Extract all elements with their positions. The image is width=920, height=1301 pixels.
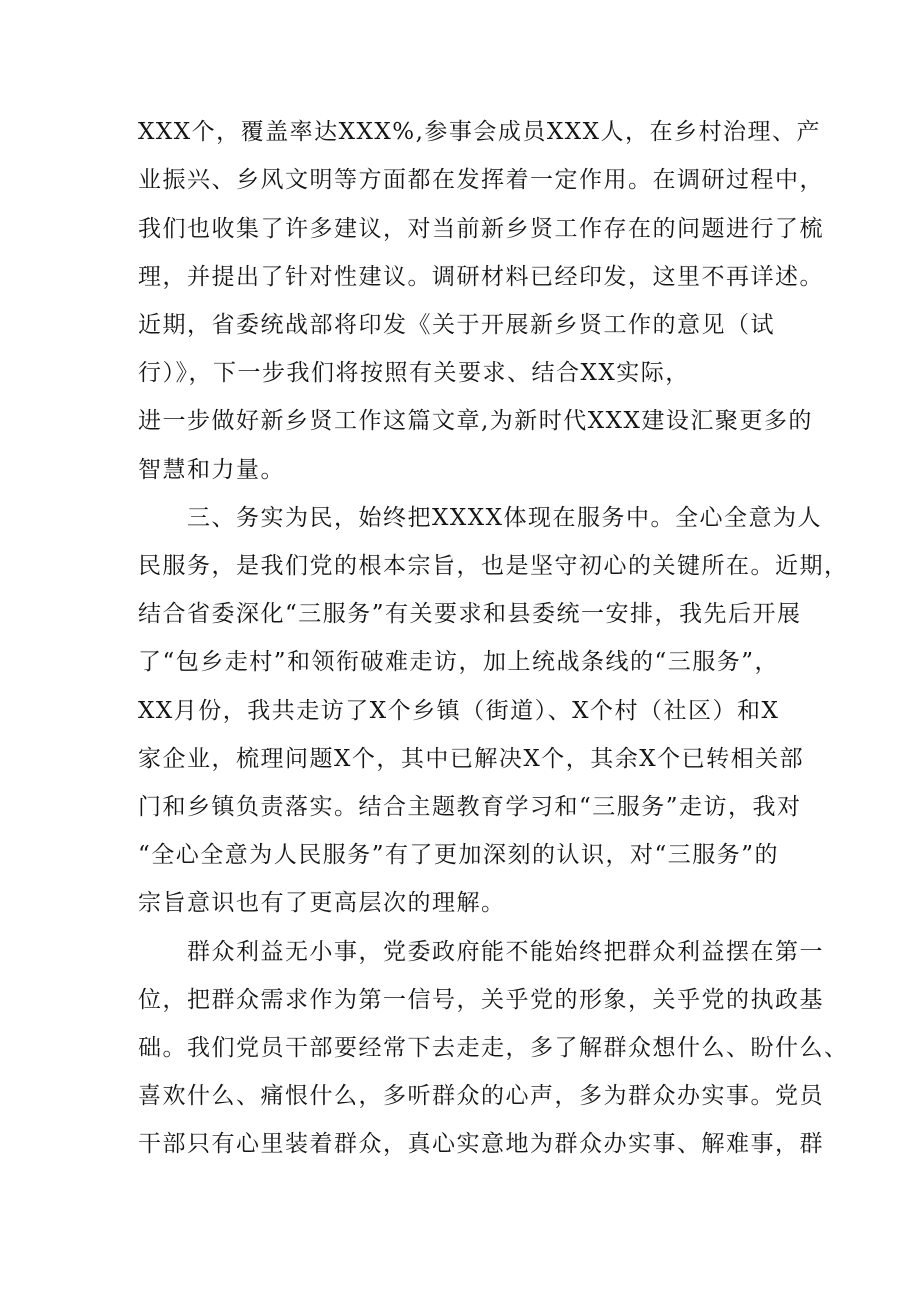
text-line: 了“包乡走村”和领衔破难走访，加上统战条线的“三服务”，: [138, 649, 780, 675]
text-line: 理，并提出了针对性建议。调研材料已经印发，这里不再详述。: [138, 264, 824, 290]
text-line: 家企业，梳理问题X个，其中已解决X个，其余X个已转相关部: [138, 746, 805, 772]
text-line: 进一步做好新乡贤工作这篇文章,为新时代XXX建设汇聚更多的: [138, 408, 813, 434]
paragraph-heading: 三、务实为民，始终把XXXX体现在服务中。全心全意为人: [187, 505, 822, 531]
text-line: 门和乡镇负责落实。结合主题教育学习和“三服务”走访，我对: [138, 794, 802, 820]
text-line: 喜欢什么、痛恨什么，多听群众的心声，多为群众办实事。党员: [138, 1083, 824, 1109]
text-line: 近期，省委统战部将印发《关于开展新乡贤工作的意见（试: [138, 312, 775, 338]
text-line: 智慧和力量。: [138, 457, 285, 483]
text-line: 础。我们党员干部要经常下去走走，多了解群众想什么、盼什么、: [138, 1035, 849, 1061]
text-line: 干部只有心里装着群众，真心实意地为群众办实事、解难事，群: [138, 1131, 824, 1157]
text-line: 结合省委深化“三服务”有关要求和县委统一安排，我先后开展: [138, 601, 802, 627]
text-line: 宗旨意识也有了更高层次的理解。: [138, 890, 506, 916]
text-line: 我们也收集了许多建议，对当前新乡贤工作存在的问题进行了梳: [138, 216, 824, 242]
text-line: 行）》，下一步我们将按照有关要求、结合XX实际，: [138, 360, 690, 386]
text-line: XX月份，我共走访了X个乡镇（街道）、X个村（社区）和X: [138, 698, 780, 724]
text-line: XXX个，覆盖率达XXX%,参事会成员XXX人，在乡村治理、产: [138, 119, 822, 145]
text-line: 业振兴、乡风文明等方面都在发挥着一定作用。在调研过程中，: [138, 167, 824, 193]
text-line: “全心全意为人民服务”有了更加深刻的认识，对“三服务”的: [138, 842, 780, 868]
text-line: 群众利益无小事，党委政府能不能始终把群众利益摆在第一: [187, 939, 824, 965]
text-line: 民服务，是我们党的根本宗旨，也是坚守初心的关键所在。近期，: [138, 553, 849, 579]
text-line: 位，把群众需求作为第一信号，关乎党的形象，关乎党的执政基: [138, 987, 824, 1013]
